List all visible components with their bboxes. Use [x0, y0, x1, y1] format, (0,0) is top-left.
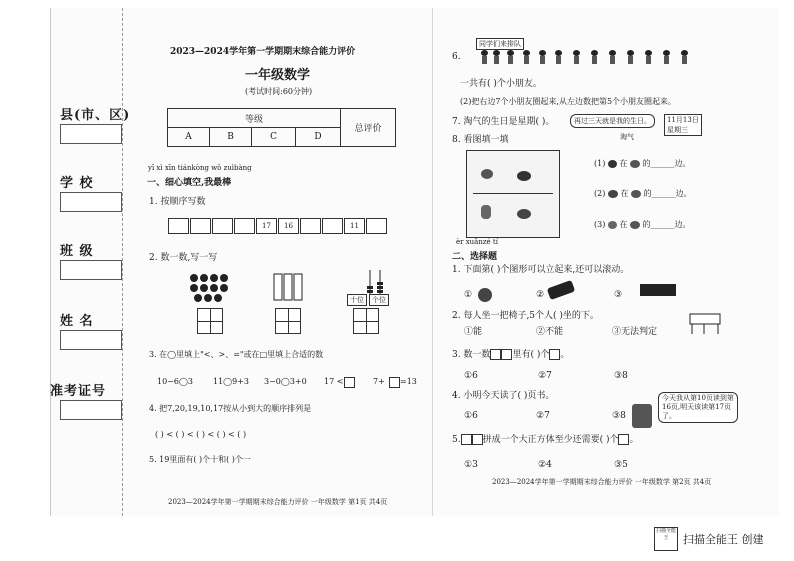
q6-number: 6. [452, 52, 461, 62]
s2-q4-opt3[interactable]: ③8 [612, 411, 626, 421]
exam-time: (考试时间:60分钟) [245, 87, 313, 96]
s2-q5-opt1[interactable]: ①3 [464, 460, 478, 470]
panda-icon [481, 205, 491, 219]
section2-title: 二、选择题 [452, 252, 498, 262]
exam-title: 2023—2024学年第一学期期末综合能力评价 [170, 47, 356, 57]
s2-q2-opt2[interactable]: ②不能 [536, 327, 564, 337]
reading-boy-icon [632, 404, 652, 428]
s2-q5-text-b: 拼成一个大正方体至少还需要( )个 [482, 435, 619, 445]
answer-grid-abacus[interactable] [353, 308, 379, 334]
watermark-text: 扫描全能王 创建 [683, 533, 764, 546]
kid-figure[interactable] [608, 50, 617, 64]
seq-box-blank[interactable] [212, 218, 233, 234]
hedgehog-icon [631, 190, 641, 198]
q8-line-2 [594, 188, 692, 199]
q8-item-label: (1) [594, 159, 606, 168]
q3-blank-box[interactable] [344, 377, 355, 388]
q3-item-2[interactable]: 11◯9+3 [213, 377, 250, 386]
q8-item-label: (2) [594, 189, 606, 198]
q3-item-1[interactable]: 10−6◯3 [157, 377, 194, 386]
cat-icon [481, 169, 493, 179]
seq-box-blank[interactable] [366, 218, 387, 234]
q7-calendar [664, 114, 702, 136]
section1-pinyin: yī xì xīn tiánkòng wǒ zuìbàng [148, 164, 252, 172]
right-footer: 2023—2024学年第一学期期末综合能力评价 一年级数学 第2页 共4页 [492, 478, 712, 486]
answer-grid-strawberries[interactable] [197, 308, 223, 334]
school-field[interactable] [60, 192, 122, 212]
class-field[interactable] [60, 260, 122, 280]
s2-q2-prompt: 2. 每人坐一把椅子,5个人( )坐的下。 [452, 311, 599, 321]
side-label-exam-id: 准考证号 [50, 384, 107, 399]
scanner-logo: 扫描全能王 [654, 527, 678, 551]
exam-subject: 一年级数学 [245, 68, 311, 83]
s2-q5-opt3[interactable]: ③5 [614, 460, 628, 470]
abacus-picture [364, 268, 386, 294]
s2-q3-opt3[interactable]: ③8 [614, 371, 628, 381]
side-label-school: 学 校 [60, 176, 94, 191]
left-footer: 2023—2024学年第一学期期末综合能力评价 一年级数学 第1页 共4页 [168, 498, 388, 506]
q8-in-text: 在 [620, 189, 629, 198]
kid-figure[interactable] [492, 50, 501, 64]
cuboid-icon [640, 284, 676, 296]
cube-stack-icon [501, 349, 512, 360]
q8-blank[interactable]: 的______边。 [642, 220, 691, 229]
section1-title: 一、细心填空,我最棒 [147, 178, 232, 188]
s2-q3-text-a: 3. 数一数 [452, 350, 491, 360]
seq-box-blank[interactable] [300, 218, 321, 234]
q3-item-4: 17 < [324, 377, 344, 386]
s2-q4-opt1[interactable]: ①6 [464, 411, 478, 421]
cube-stack-icon [490, 349, 501, 360]
q3-item-3[interactable]: 3−0◯3+0 [264, 377, 307, 386]
grade-a[interactable]: A [168, 128, 210, 147]
q8-line-1 [594, 158, 691, 169]
q6-part1: 一共有( )个小朋友。 [460, 79, 542, 89]
hedgehog-icon [630, 160, 640, 168]
seq-box-blank[interactable] [322, 218, 343, 234]
s2-q3-opt2[interactable]: ②7 [538, 371, 552, 381]
s2-q1-opt1[interactable]: ① [464, 290, 473, 300]
seq-box-blank[interactable] [168, 218, 189, 234]
kid-figure[interactable] [590, 50, 599, 64]
cube-stack-icon [472, 434, 483, 445]
q3-item-5: 7+ [373, 377, 385, 386]
q8-item-label: (3) [594, 220, 606, 229]
kid-figure[interactable] [480, 50, 489, 64]
kid-figure[interactable] [522, 50, 531, 64]
s2-q4-speech-bubble: 今天我从第10页读到第16页,明天该读第17页了。 [658, 392, 738, 423]
grade-total: 总评价 [341, 109, 396, 147]
ladybug-icon [517, 209, 531, 219]
counting-beads-picture [272, 272, 306, 302]
cube-stack-icon [461, 434, 472, 445]
grade-d[interactable]: D [295, 128, 340, 147]
q8-line-3 [594, 219, 691, 230]
calendar-weekday: 星期三 [667, 126, 688, 134]
q8-blank[interactable]: 的______边。 [642, 159, 691, 168]
side-label-name: 姓 名 [60, 314, 94, 329]
q4-prompt: 4. 把7,20,19,10,17按从小到大的顺序排列是 [149, 404, 312, 413]
s2-q4-opt2[interactable]: ②7 [536, 411, 550, 421]
s2-q3-opt1[interactable]: ①6 [464, 371, 478, 381]
q7-prompt: 7. 淘气的生日是星期( )。 [452, 117, 555, 127]
s2-q1-prompt: 1. 下面第( )个图形可以立起来,还可以滚动。 [452, 265, 630, 275]
q2-prompt: 2. 数一数,写一写 [149, 253, 218, 263]
binding-line [122, 8, 123, 516]
seq-box-16: 16 [278, 218, 299, 234]
q8-prompt: 8. 看图填一填 [452, 135, 509, 145]
seq-box-blank[interactable] [234, 218, 255, 234]
ladybug-icon [608, 190, 618, 198]
county-field[interactable] [60, 124, 122, 144]
q8-in-text: 在 [619, 159, 628, 168]
answer-grid-beads[interactable] [275, 308, 301, 334]
bookshelf-picture [466, 150, 560, 238]
s2-q3-text-b: 里有( )个 [512, 350, 550, 360]
s2-q5-text-c: 。 [629, 435, 639, 445]
q6-sign: 同学们来排队 [476, 38, 524, 50]
q8-in-text: 在 [619, 220, 628, 229]
exam-id-field[interactable] [60, 400, 122, 420]
ball-icon [478, 288, 492, 302]
grade-b[interactable]: B [209, 128, 251, 147]
kid-figure[interactable] [506, 50, 515, 64]
q4-answer-line[interactable]: ( ) < ( ) < ( ) < ( ) < ( ) [155, 430, 247, 439]
shelf-board [473, 193, 553, 194]
ones-label: 个位 [369, 294, 389, 306]
seq-box-blank[interactable] [190, 218, 211, 234]
name-field[interactable] [60, 330, 122, 350]
section2-pinyin: èr xuǎnzé tí [456, 238, 498, 246]
grade-table [167, 108, 396, 147]
s2-q2-opt3[interactable]: ③无法判定 [612, 327, 658, 337]
q3-blank-box[interactable] [389, 377, 400, 388]
s2-q1-opt2[interactable]: ② [536, 290, 545, 300]
kid-figure[interactable] [554, 50, 563, 64]
s2-q2-opt1[interactable]: ①能 [464, 327, 483, 337]
table-chairs-picture [684, 304, 726, 336]
grade-header: 等级 [168, 109, 341, 128]
q7-name: 淘气 [620, 133, 634, 141]
hedgehog-icon [517, 171, 531, 181]
calendar-date: 11月13日 [667, 116, 699, 124]
tens-label: 十位 [347, 294, 367, 306]
side-label-class: 班 级 [60, 244, 94, 259]
cat-icon [608, 160, 617, 168]
q7-speech-bubble: 再过三天就是我的生日。 [570, 114, 655, 128]
s2-q3-text-c: 。 [560, 350, 570, 360]
kid-figure[interactable] [538, 50, 547, 64]
kid-figure[interactable] [680, 50, 689, 64]
seq-box-17: 17 [256, 218, 277, 234]
page-divider [432, 8, 433, 516]
panda-icon [608, 221, 617, 229]
cube-icon [618, 434, 629, 445]
s2-q3-prompt [452, 347, 569, 360]
strawberries-picture [188, 272, 232, 304]
q3-item-6: =13 [400, 377, 417, 386]
kid-figure[interactable] [644, 50, 653, 64]
q6-part2: (2)把右边7个小朋友圈起来,从左边数把第5个小朋友圈起来。 [460, 97, 677, 106]
s2-q5-text-a: 5. [452, 435, 461, 445]
grade-c[interactable]: C [252, 128, 296, 147]
hedgehog-icon [630, 221, 640, 229]
q1-prompt: 1. 按顺序写数 [149, 197, 206, 207]
s2-q5-opt2[interactable]: ②4 [538, 460, 552, 470]
q3-prompt: 3. 在◯里填上"<、>、="或在□里填上合适的数 [149, 350, 324, 359]
q5-prompt: 5. 19里面有( )个十和( )个一 [149, 455, 251, 464]
cube-icon [549, 349, 560, 360]
s2-q4-prompt: 4. 小明今天读了( )页书。 [452, 391, 555, 401]
kid-figure[interactable] [626, 50, 635, 64]
kid-figure[interactable] [662, 50, 671, 64]
side-label-county: 县(市、区) [60, 108, 131, 123]
q8-blank[interactable]: 的______边。 [643, 189, 692, 198]
s2-q5-prompt [452, 432, 639, 445]
s2-q1-opt3[interactable]: ③ [614, 290, 623, 300]
seq-box-11: 11 [344, 218, 365, 234]
kid-figure[interactable] [572, 50, 581, 64]
